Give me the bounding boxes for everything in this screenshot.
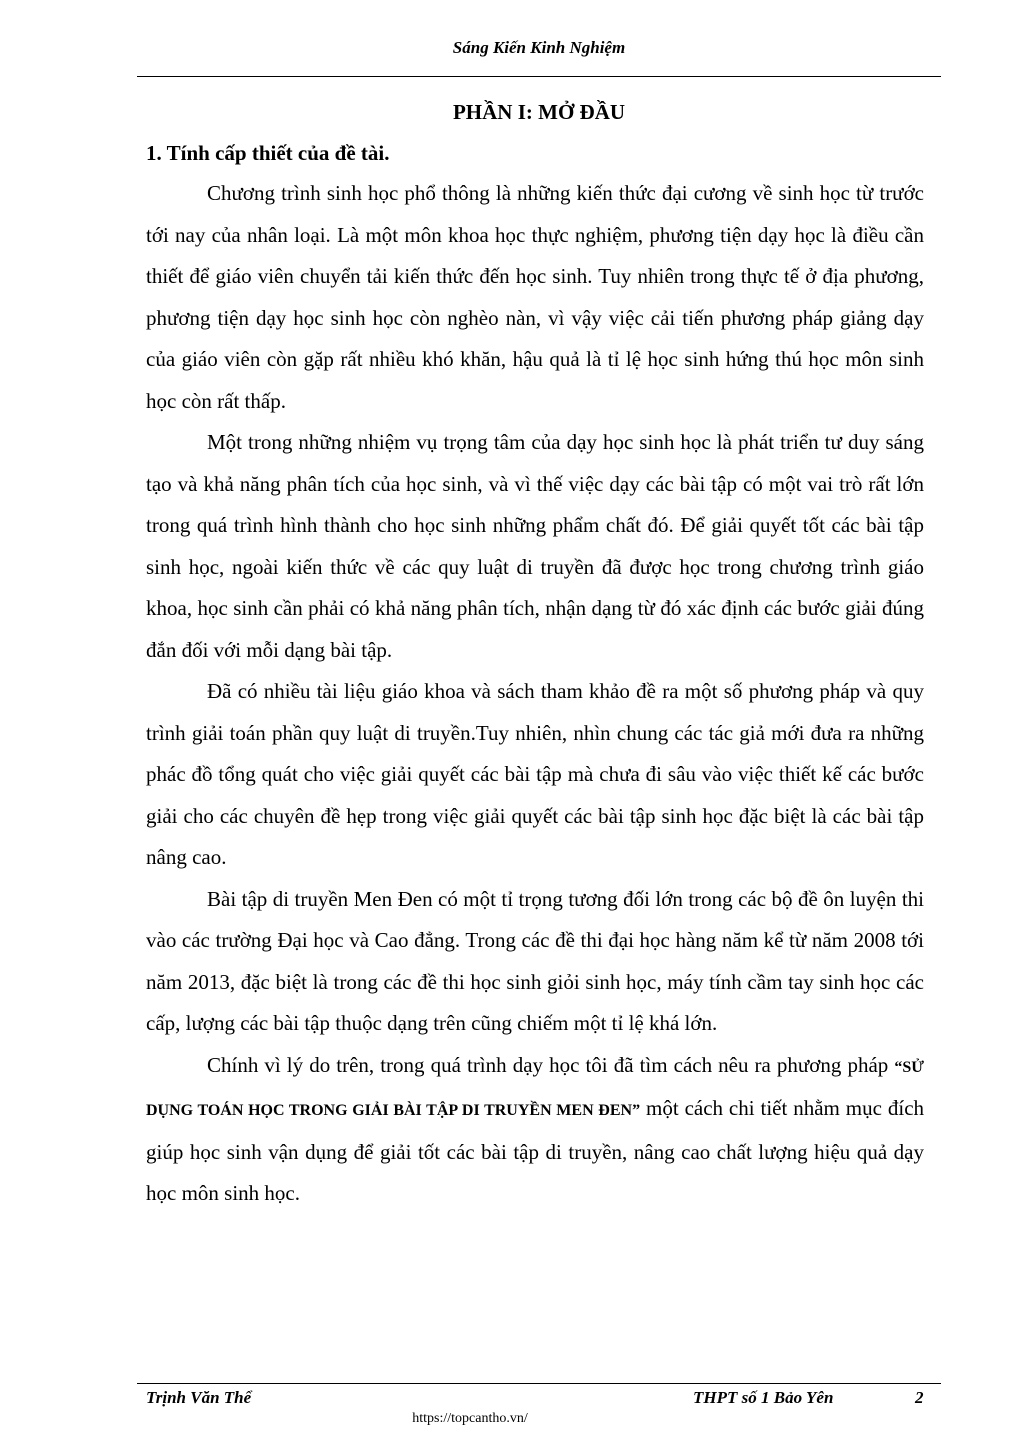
paragraph: Chương trình sinh học phổ thông là những kiến thức đại cương về sinh học từ trước tới nay của nhân loại. Là một môn khoa học thực nghiệm, phương tiện dạy học là điều cần thiết để giáo viên chuyển tải kiến thức đến học sinh. Tuy nhiên trong thực tế ở địa phương, phương tiện dạy học sinh học còn nghèo nàn, vì vậy việc cải tiến phương pháp giảng dạy của giáo viên còn gặp rất nhiều khó khăn, hậu quả là tỉ lệ học sinh hứng thú học môn sinh học còn rất thấp. [146, 181, 924, 413]
method-title-emphasis: “SỬ DỤNG TOÁN HỌC TRONG GIẢI BÀI TẬP DI TRUYỀN MEN ĐEN” [146, 1058, 924, 1119]
paragraph-text: Chính vì lý do trên, trong quá trình dạy học tôi đã tìm cách nêu ra phương pháp [207, 1052, 895, 1077]
document-body [146, 173, 924, 1215]
footer-school: THPT số 1 Bảo Yên [693, 1388, 834, 1407]
header-divider [137, 76, 941, 77]
paragraph-last [146, 1045, 924, 1215]
source-url: https://topcantho.vn/ [412, 1411, 528, 1426]
paragraph: Đã có nhiều tài liệu giáo khoa và sách tham khảo đề ra một số phương pháp và quy trình giải toán phần quy luật di truyền.Tuy nhiên, nhìn chung các tác giả mới đưa ra những phác đồ tổng quát cho việc giải quyết các bài tập mà chưa đi sâu vào việc thiết kế các bước giải cho các chuyên đề hẹp trong việc giải quyết các bài tập sinh học đặc biệt là các bài tập nâng cao. [146, 679, 924, 869]
footer-divider [137, 1383, 941, 1384]
page-header-title: Sáng Kiến Kinh Nghiệm [452, 38, 626, 57]
paragraph: Một trong những nhiệm vụ trọng tâm của dạy học sinh học là phát triển tư duy sáng tạo và khả năng phân tích của học sinh, và vì thế việc dạy các bài tập có một vai trò rất lớn trong quá trình hình thành cho học sinh những phẩm chất đó. Để giải quyết tốt các bài tập sinh học, ngoài kiến thức về các quy luật di truyền đã được học trong chương trình giáo khoa, học sinh cần phải có khả năng phân tích, nhận dạng từ đó xác định các bước giải đúng đắn đối với mỗi dạng bài tập. [146, 430, 924, 662]
section-title: PHẦN I: MỞ ĐẦU [452, 100, 626, 124]
paragraph: Bài tập di truyền Men Đen có một tỉ trọng tương đối lớn trong các bộ đề ôn luyện thi vào các trường Đại học và Cao đẳng. Trong các đề thi đại học hàng năm kể từ năm 2008 tới năm 2013, đặc biệt là trong các đề thi học sinh giỏi sinh học, máy tính cầm tay sinh học các cấp, lượng các bài tập thuộc dạng trên cũng chiếm một tỉ lệ khá lớn. [146, 886, 924, 1035]
subsection-title: 1. Tính cấp thiết của đề tài. [146, 141, 390, 165]
paragraph-text: một cách chi tiết nhằm mục đích giúp học sinh vận dụng để giải tốt các bài tập di truyền, nâng cao chất lượng hiệu quả dạy học môn sinh học. [146, 1096, 925, 1205]
page-number: 2 [915, 1388, 924, 1407]
footer-author: Trịnh Văn Thể [146, 1388, 252, 1407]
